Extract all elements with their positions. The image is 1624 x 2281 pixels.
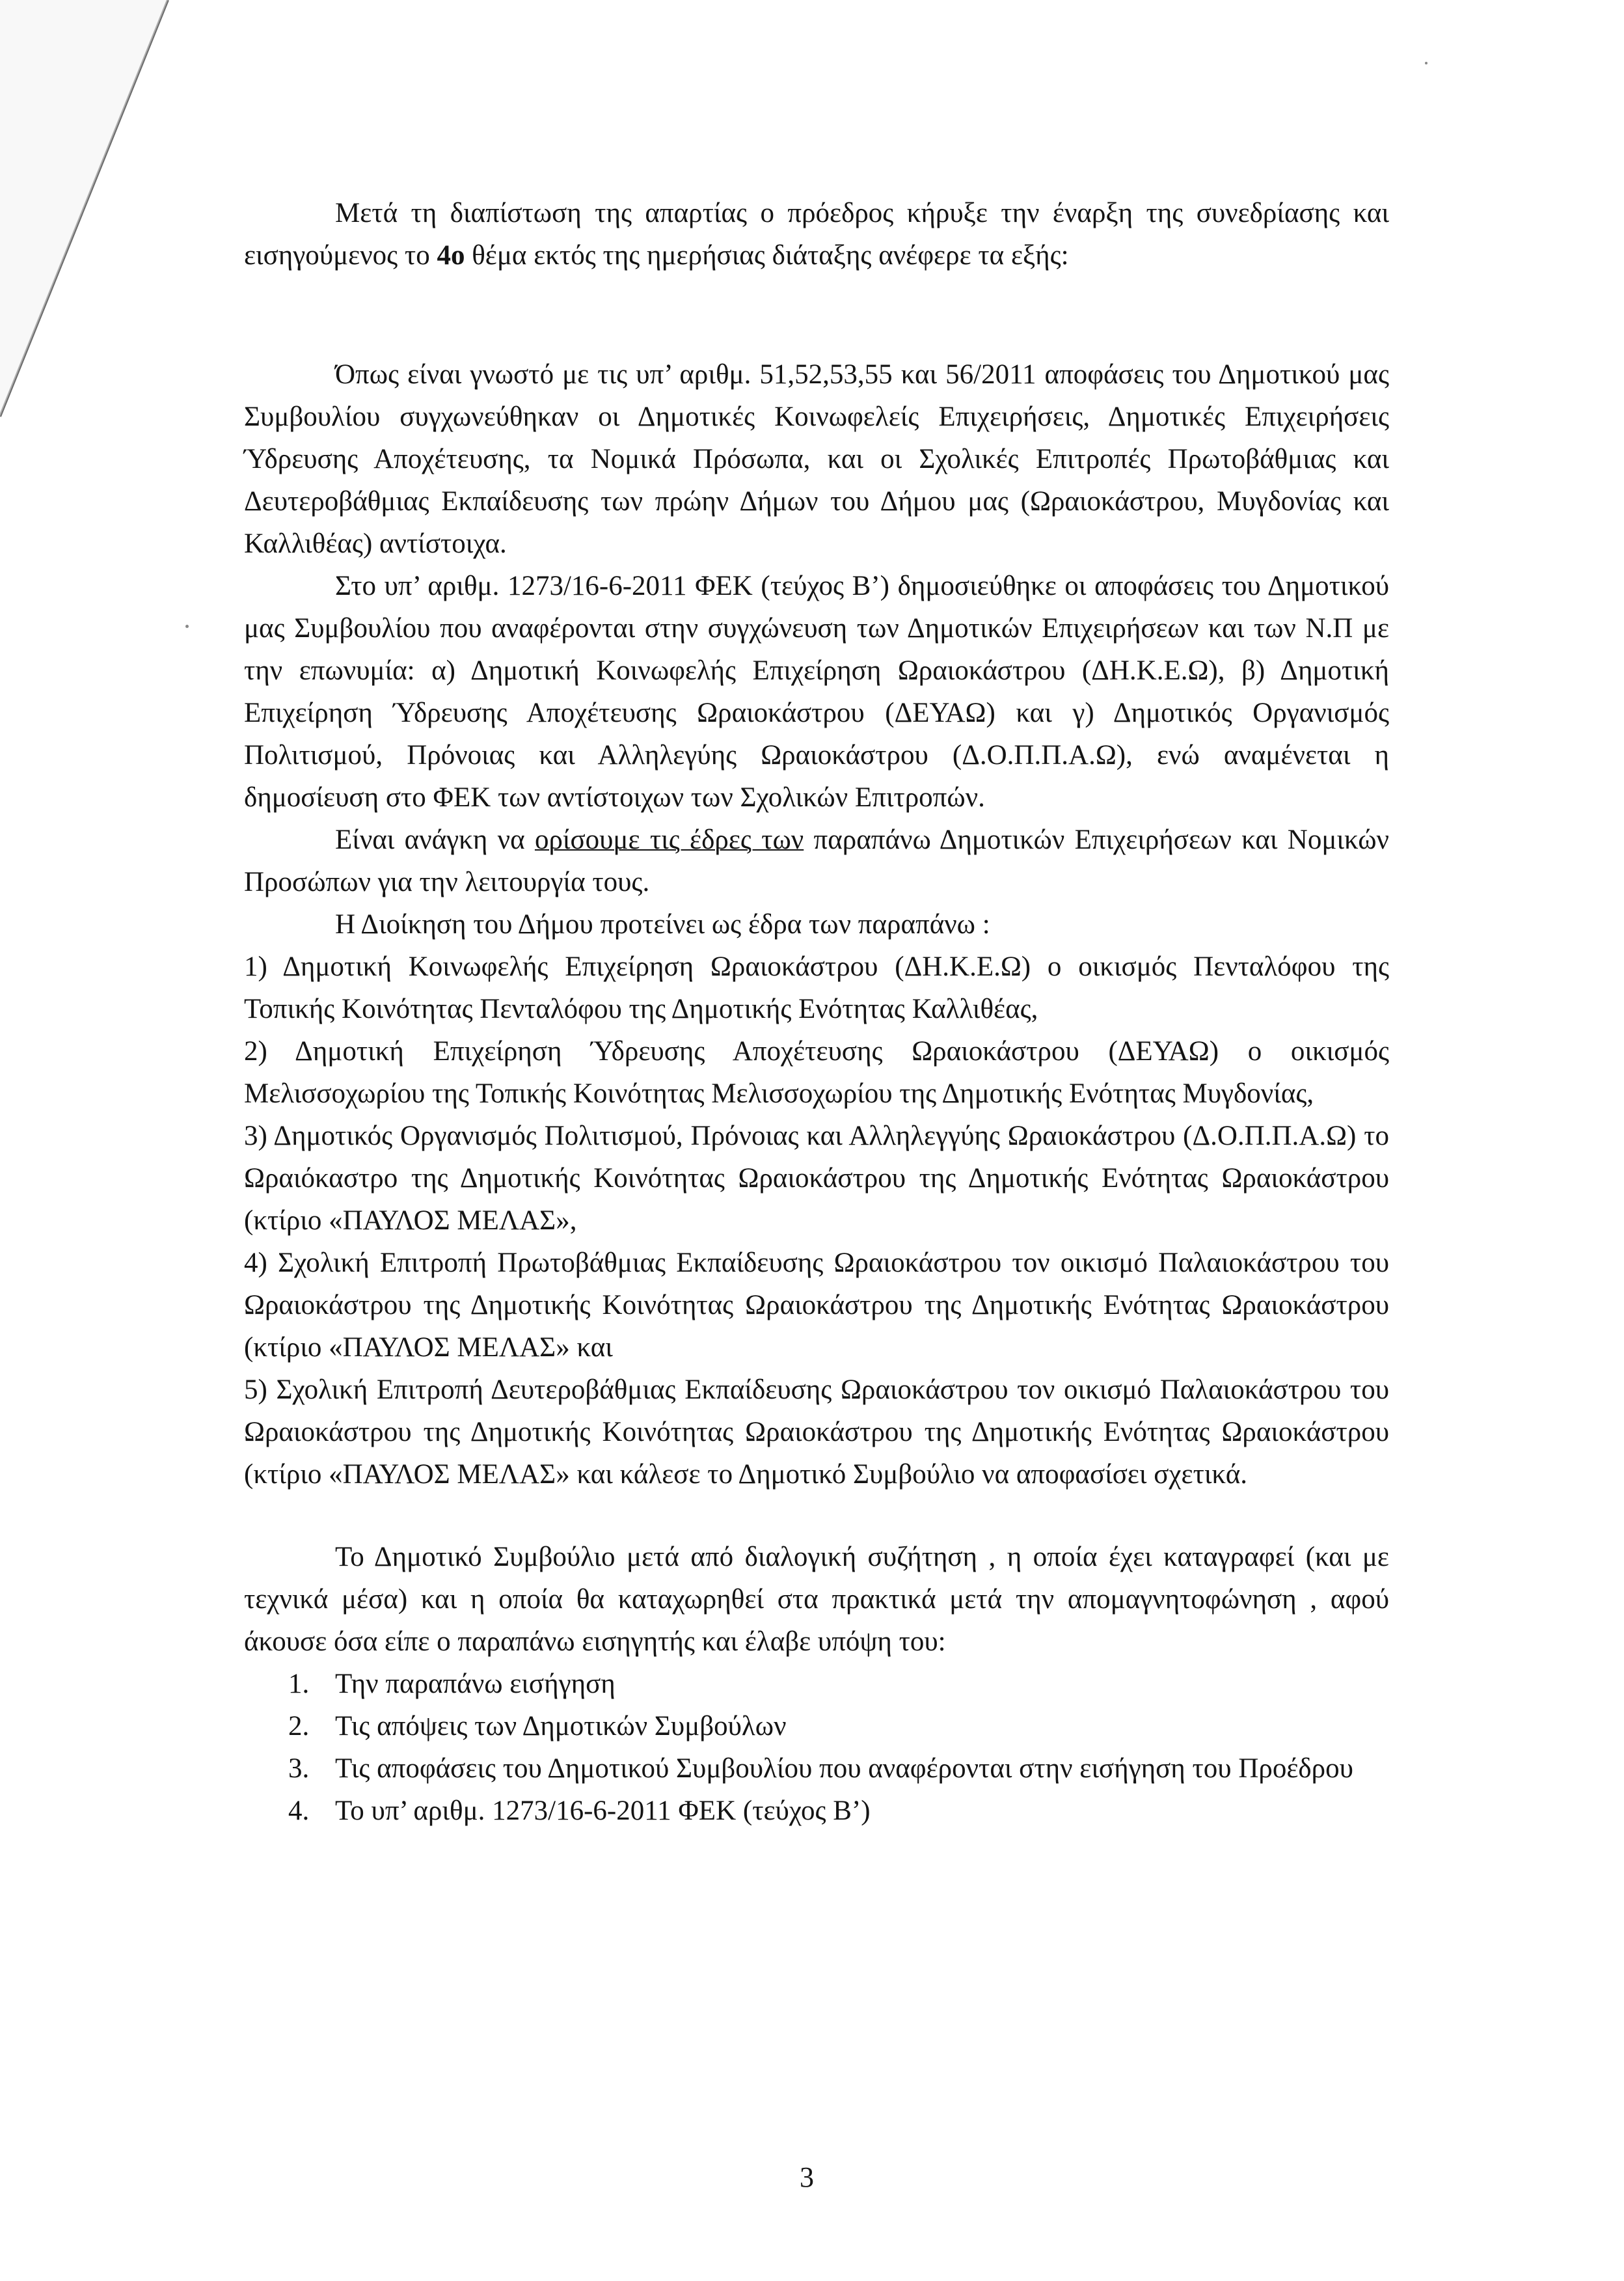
proposal-item: 3) Δημοτικός Οργανισμός Πολιτισμού, Πρόνοιας και Αλληλεγγύης Ωραιοκάστρου (Δ.Ο.Π.Π.Α.Ω) το Ωραιόκαστρο της Δημοτικής Κοινότητας Ωραιοκάστρου της Δημοτικής Ενότητας Ωραιοκάστρου (κτίριο «ΠΑΥΛΟΣ ΜΕΛΑΣ»,: [244, 1121, 1389, 1236]
consideration-number: 2.: [288, 1711, 310, 1741]
need-underlined-phrase: ορίσουμε τις έδρες των: [534, 825, 804, 855]
scan-corner-edge: [0, 0, 221, 456]
proposal-item: 2) Δημοτική Επιχείρηση Ύδρευσης Αποχέτευσης Ωραιοκάστρου (ΔΕΥΑΩ) ο οικισμός Μελισσοχωρίου της Τοπικής Κοινότητας Μελισσοχωρίου της Δημοτικής Ενότητας Μυγδονίας,: [244, 1036, 1389, 1109]
paragraph-gazette: Στο υπ’ αριθμ. 1273/16-6-2011 ΦΕΚ (τεύχος Β’) δημοσιεύθηκε οι αποφάσεις του Δημοτικού μας Συμβουλίου που αναφέρονται στην συγχώνευση των Δημοτικών Επιχειρήσεων και των Ν.Π με την επωνυμία: α) Δημοτική Κοινωφελής Επιχείρηση Ωραιοκάστρου (ΔΗ.Κ.Ε.Ω), β) Δημοτική Επιχείρηση Ύδρευσης Αποχέτευσης Ωραιοκάστρου (ΔΕΥΑΩ) και γ) Δημοτικός Οργανισμός Πολιτισμού, Πρόνοιας και Αλληλεγύης Ωραιοκάστρου (Δ.Ο.Π.Π.Α.Ω), ενώ αναμένεται η δημοσίευση στο ΦΕΚ των αντίστοιχων των Σχολικών Επιτροπών.: [244, 571, 1389, 813]
topic-number: 4ο: [437, 240, 465, 271]
consideration-number: 3.: [288, 1753, 310, 1784]
consideration-item: [244, 1705, 1389, 1747]
consideration-text: Το υπ’ αριθμ. 1273/16-6-2011 ΦΕΚ (τεύχος Β’): [335, 1796, 871, 1826]
document-body: [244, 192, 1389, 1832]
proposal-intro: Η Διοίκηση του Δήμου προτείνει ως έδρα των παραπάνω :: [335, 909, 990, 940]
consideration-number: 1.: [288, 1669, 310, 1699]
need-text-end: παραπάνω Δημοτικών Επιχειρήσεων και Νομικών Προσώπων για την λειτουργία τους.: [244, 825, 1389, 897]
opening-text-start: Μετά τη διαπίστωση της απαρτίας ο πρόεδρος κήρυξε την έναρξη της συνεδρίασης και εισηγούμενος το: [244, 198, 1389, 271]
council-paragraph: Το Δημοτικό Συμβούλιο μετά από διαλογική συζήτηση , η οποία έχει καταγραφεί (και με τεχνικά μέσα) και η οποία θα καταχωρηθεί στα πρακτικά μετά την απομαγνητοφώνηση , αφού άκουσε όσα είπε ο παραπάνω εισηγητής και έλαβε υπόψη του:: [244, 1542, 1389, 1657]
paragraph-need: [244, 819, 1389, 903]
consideration-number: 4.: [288, 1796, 310, 1826]
proposal-item: 1) Δημοτική Κοινωφελής Επιχείρηση Ωραιοκάστρου (ΔΗ.Κ.Ε.Ω) ο οικισμός Πενταλόφου της Τοπικής Κοινότητας Πενταλόφου της Δημοτικής Ενότητας Καλλιθέας,: [244, 951, 1389, 1024]
scan-speck: [185, 625, 189, 628]
need-text-start: Είναι ανάγκη να: [335, 825, 535, 855]
scan-speck: [1425, 62, 1428, 64]
opening-text-end: θέμα εκτός της ημερήσιας διάταξης ανέφερε τα εξής:: [465, 240, 1069, 271]
page-number: 3: [800, 2161, 814, 2193]
consideration-item: [244, 1747, 1389, 1790]
paragraph-merger: Όπως είναι γνωστό με τις υπ’ αριθμ. 51,52,53,55 και 56/2011 αποφάσεις του Δημοτικού μας Συμβουλίου συγχωνεύθηκαν οι Δημοτικές Κοινωφελείς Επιχειρήσεις, Δημοτικές Επιχειρήσεις Ύδρευσης Αποχέτευσης, τα Νομικά Πρόσωπα, και οι Σχολικές Επιτροπές Πρωτοβάθμιας και Δευτεροβάθμιας Εκπαίδευσης των πρώην Δήμων του Δήμου μας (Ωραιοκάστρου, Μυγδονίας και Καλλιθέας) αντίστοιχα.: [244, 359, 1389, 559]
proposal-item: 5) Σχολική Επιτροπή Δευτεροβάθμιας Εκπαίδευσης Ωραιοκάστρου τον οικισμό Παλαιοκάστρου του Ωραιοκάστρου της Δημοτικής Κοινότητας Ωραιοκάστρου της Δημοτικής Ενότητας Ωραιοκάστρου (κτίριο «ΠΑΥΛΟΣ ΜΕΛΑΣ» και κάλεσε το Δημοτικό Συμβούλιο να αποφασίσει σχετικά.: [244, 1374, 1389, 1490]
consideration-text: Την παραπάνω εισήγηση: [335, 1669, 616, 1699]
opening-paragraph: [244, 192, 1389, 277]
consideration-item: [244, 1790, 1389, 1832]
proposal-item: 4) Σχολική Επιτροπή Πρωτοβάθμιας Εκπαίδευσης Ωραιοκάστρου τον οικισμό Παλαιοκάστρου του Ωραιοκάστρου της Δημοτικής Κοινότητας Ωραιοκάστρου της Δημοτικής Ενότητας Ωραιοκάστρου (κτίριο «ΠΑΥΛΟΣ ΜΕΛΑΣ» και: [244, 1248, 1389, 1363]
consideration-item: [244, 1663, 1389, 1705]
consideration-text: Τις αποφάσεις του Δημοτικού Συμβουλίου που αναφέρονται στην εισήγηση του Προέδρου: [335, 1753, 1353, 1784]
considerations-list: [244, 1663, 1389, 1832]
consideration-text: Τις απόψεις των Δημοτικών Συμβούλων: [335, 1711, 787, 1741]
